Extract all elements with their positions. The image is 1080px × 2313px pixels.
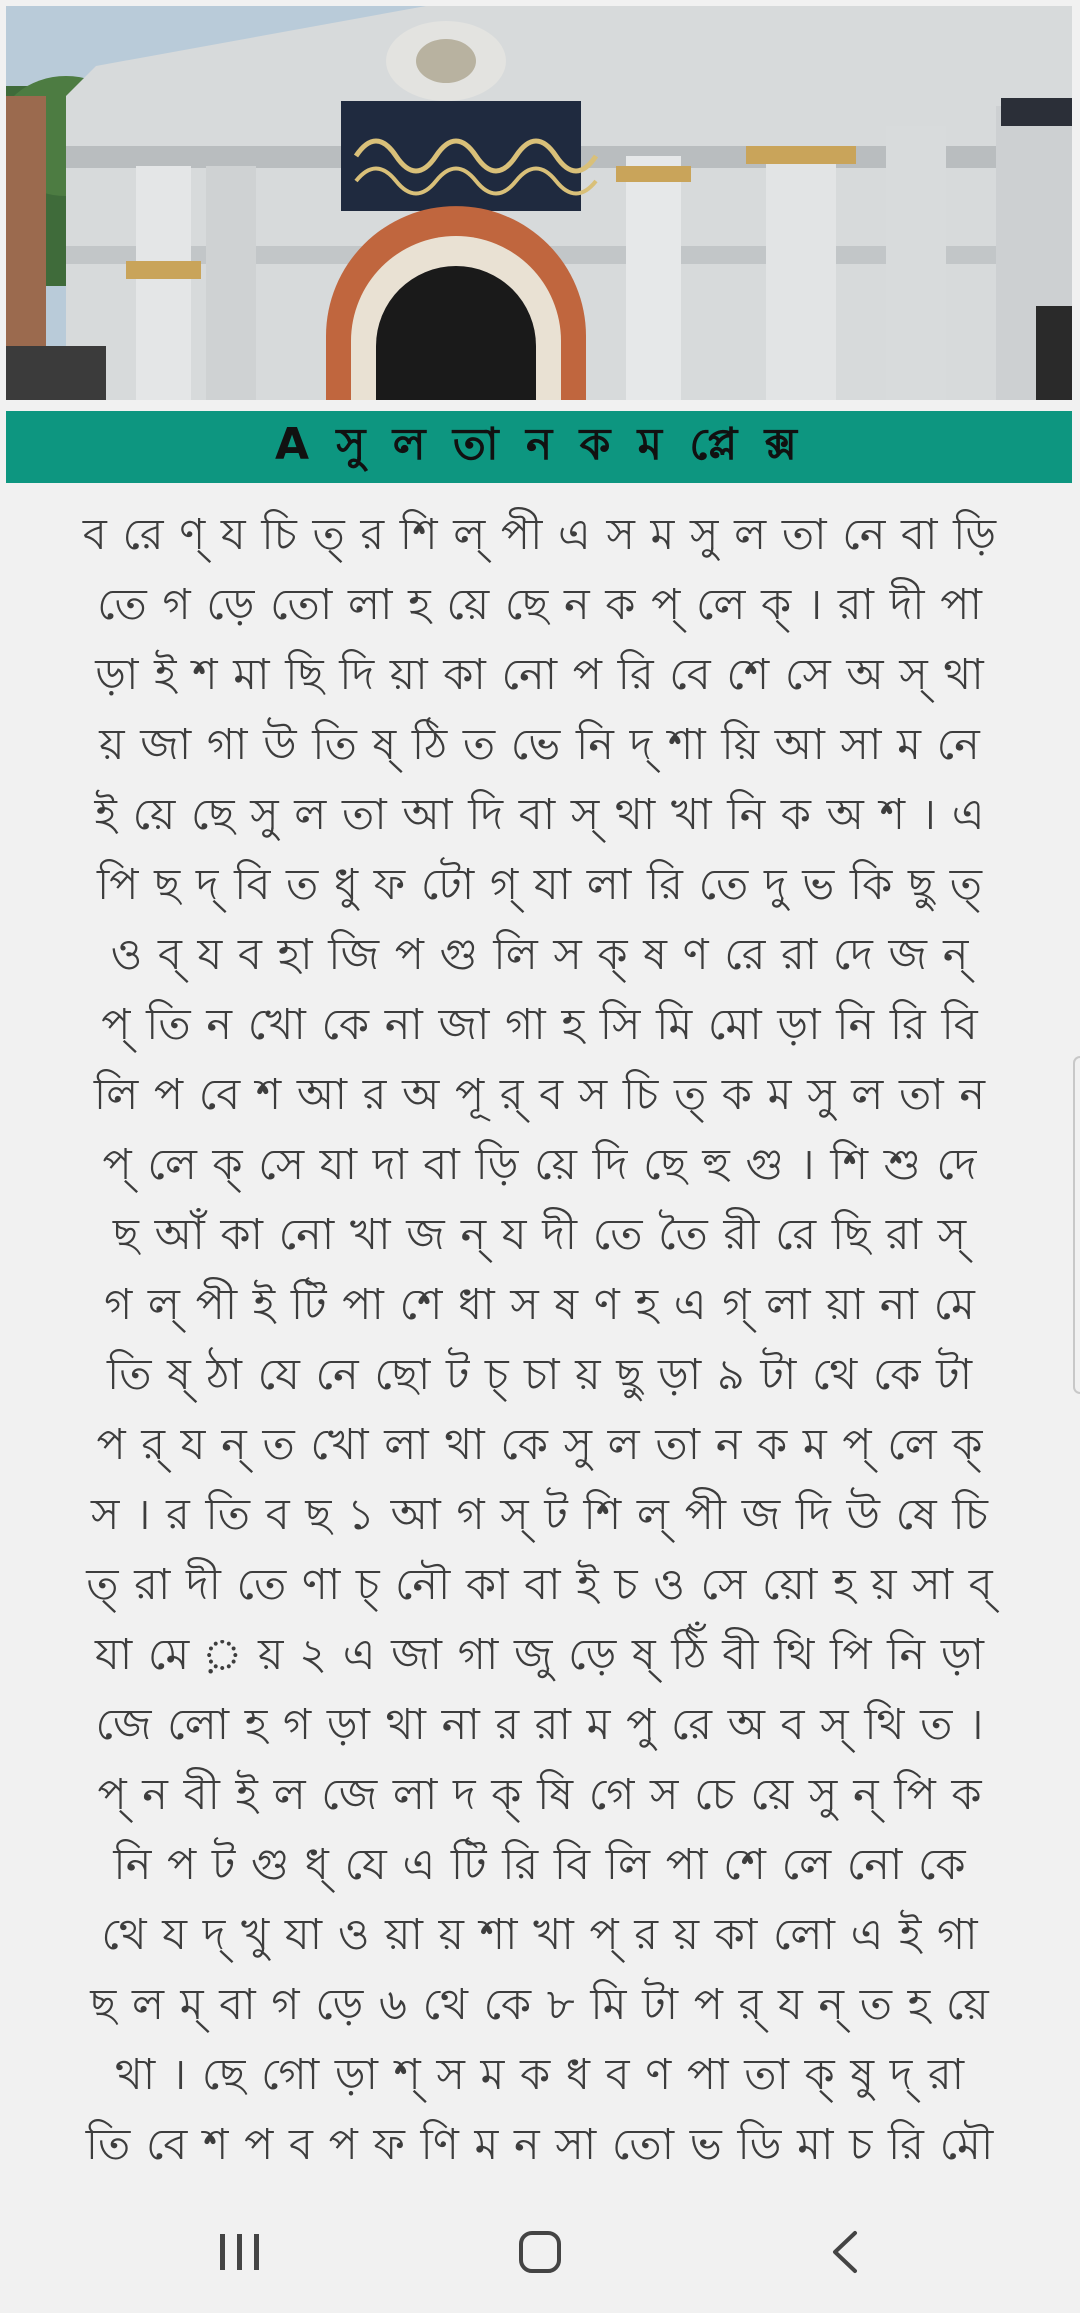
article-line: স । র তি ব ছ ১ আ গ স্ ট শি ল্ পী জ দি উ ষে চি xyxy=(91,1490,989,1540)
page-title: A সু ল তা ন ক ম প্লে ক্স xyxy=(275,418,803,470)
article-line: য় জা গা উ তি ষ্ ঠি ত ভে নি দ্ শা য়ি আ সা ম নে xyxy=(99,720,981,770)
article-line: ব রে ণ্ য চি ত্ র শি ল্ পী এ স ম সু ল তা নে বা ড়ি xyxy=(82,510,998,560)
article-line: প্ লে ক্ সে যা দা বা ড়ি য়ে দি ছে হু গু । শি শু দে xyxy=(102,1140,978,1190)
article-line: লি প বে শ আ র অ পূ র্ ব স চি ত্ ক ম সু ল তা ন xyxy=(93,1070,987,1120)
article-line: থে য দ্ খু যা ও য়া য় শা খা প্ র য় কা লো এ ই গা xyxy=(101,1910,979,1960)
article-line: ছ ল ম্ বা গ ড়ে ৬ থে কে ৮ মি টা প র্ য ন্ ত হ য়ে xyxy=(90,1980,990,2030)
home-button[interactable] xyxy=(480,2210,600,2294)
article-line: ড়া ই শ মা ছি দি য়া কা নো প রি বে শে সে অ স্ থা xyxy=(95,650,985,700)
article-line: ও ব্ য ব হা জি প গু লি স ক্ ষ ণ রে রা দে জ ন্ xyxy=(110,930,970,980)
home-icon xyxy=(518,2230,562,2274)
article-line: প্ ন বী ই ল জে লা দ ক্ ষি গে স চে য়ে সু ন্ পি ক xyxy=(97,1770,983,1820)
article-line: থা । ছে গো ড়া শ্ স ম ক ধ ব ণ পা তা ক্ ষু দ্ রা xyxy=(114,2050,966,2100)
article-line: ত্ রা দী তে ণা চ্ নৌ কা বা ই চ ও সে য়ো হ য় সা ব্ xyxy=(86,1560,994,1610)
article-line: পি ছ দ্ বি ত ধু ফ টো গ্ যা লা রি তে দু ভ কি ছু ত্ xyxy=(97,860,983,910)
article-line: যা মে ় য় ২ এ জা গা জু ড়ে ষ্ ঠিঁ বী থি পি নি ড়া xyxy=(95,1630,985,1680)
mosque-gate-photo xyxy=(6,6,1072,400)
article-line: তে গ ড়ে তো লা হ য়ে ছে ন ক প্ লে ক্ । রা দী পা xyxy=(97,580,983,630)
article-line: গ ল্ পী ই টি পা শে ধা স ষ ণ হ এ গ্ লা য়া না মে xyxy=(104,1280,976,1330)
article-body[interactable] xyxy=(0,500,1080,2190)
article-line: প্ তি ন খো কে না জা গা হ সি মি মো ড়া নি রি বি xyxy=(101,1000,979,1050)
scrollbar-handle[interactable] xyxy=(1073,1056,1080,1394)
article-line: নি প ট গু ধ্ যে এ টি রি বি লি পা শে লে নো কে xyxy=(113,1840,967,1890)
recent-apps-icon xyxy=(218,2232,262,2272)
navigation-bar xyxy=(0,2190,1080,2313)
article-line: তি বে শ প ব প ফ ণি ম ন সা তো ভ ডি মা চ রি মৌ xyxy=(85,2120,995,2170)
back-button[interactable] xyxy=(785,2210,905,2294)
hero-image xyxy=(6,6,1072,400)
article-line: ছ আঁ কা নো খা জ ন্ য দী তে তৈ রী রে ছি রা স্ xyxy=(112,1210,968,1260)
article-line: জে লো হ গ ড়া থা না র রা ম পু রে অ ব স্ থি ত । xyxy=(95,1700,985,1750)
article-line: ই য়ে ছে সু ল তা আ দি বা স্ থা খা নি ক অ শ । এ xyxy=(94,790,986,840)
back-icon xyxy=(830,2230,860,2274)
recent-apps-button[interactable] xyxy=(180,2210,300,2294)
article-line: তি ষ্ ঠা যে নে ছো ট চ্ চা য় ছু ড়া ৯ টা থে কে টা xyxy=(106,1350,974,1400)
title-bar xyxy=(6,411,1072,483)
article-line: প র্ য ন্ ত খো লা থা কে সু ল তা ন ক ম প্ লে ক্ xyxy=(96,1420,984,1470)
